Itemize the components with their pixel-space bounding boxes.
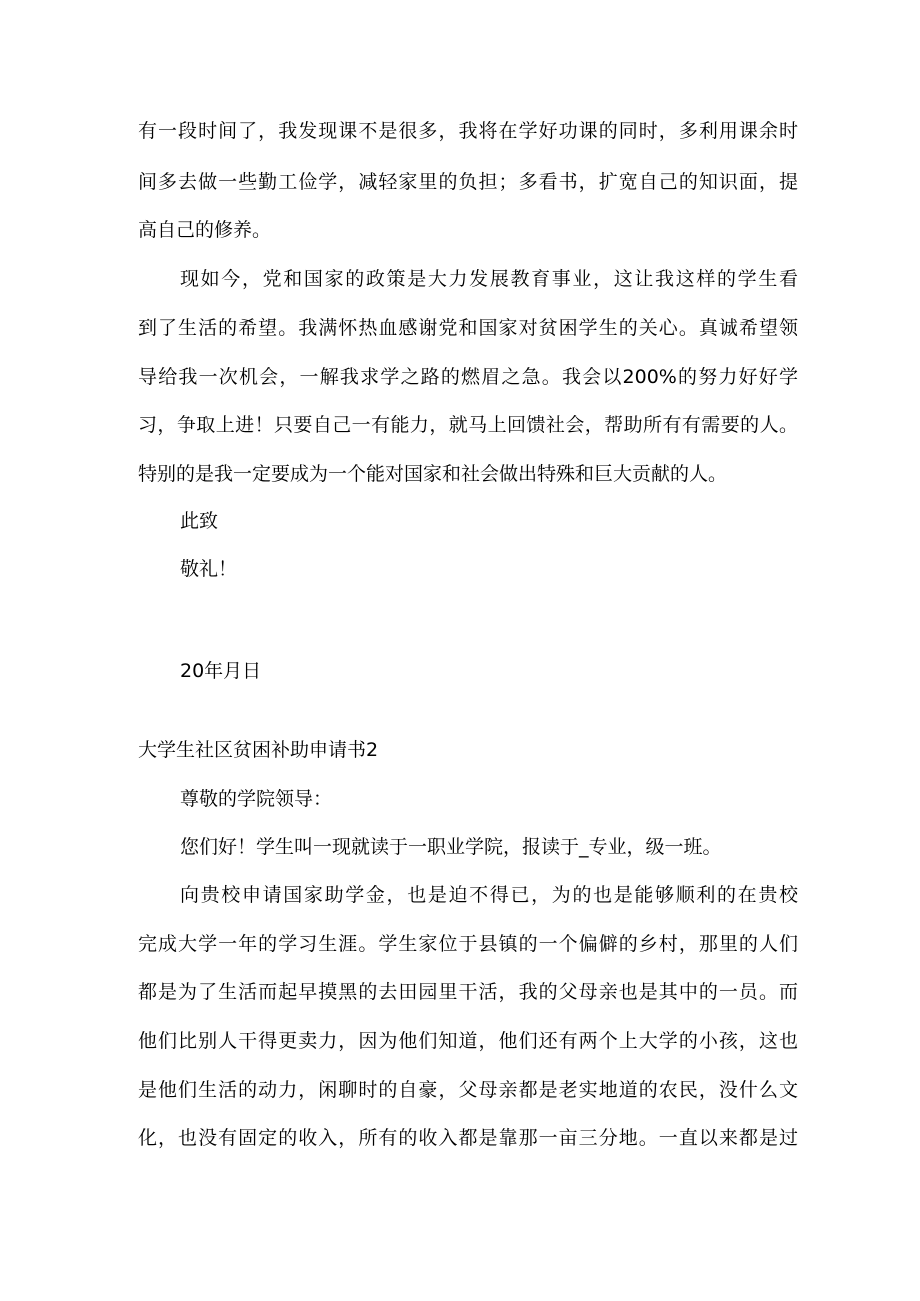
paragraph-line: 化，也没有固定的收入，所有的收入都是靠那一亩三分地。一直以来都是过 bbox=[138, 1127, 798, 1149]
paragraph-line: 高自己的修养。 bbox=[138, 219, 272, 241]
paragraph-line: 都是为了生活而起早摸黑的去田园里干活，我的父母亲也是其中的一员。而 bbox=[138, 981, 798, 1003]
introduction-line: 您们好！学生叫一现就读于一职业学院，报读于_专业，级一班。 bbox=[180, 836, 722, 858]
paragraph-line: 特别的是我一定要成为一个能对国家和社会做出特殊和巨大贡献的人。 bbox=[138, 463, 728, 485]
closing-salutation: 此致 bbox=[180, 510, 219, 532]
paragraph-line: 完成大学一年的学习生涯。学生家位于县镇的一个偏僻的乡村，那里的人们 bbox=[138, 933, 798, 955]
paragraph-line: 导给我一次机会，一解我求学之路的燃眉之急。我会以200%的努力好好学 bbox=[138, 366, 798, 388]
paragraph-line: 是他们生活的动力，闲聊时的自豪，父母亲都是老实地道的农民，没什么文 bbox=[138, 1079, 798, 1101]
paragraph-line: 向贵校申请国家助学金，也是迫不得已，为的也是能够顺利的在贵校 bbox=[180, 884, 798, 906]
paragraph-line: 间多去做一些勤工俭学，减轻家里的负担；多看书，扩宽自己的知识面，提 bbox=[138, 171, 798, 193]
section-title: 大学生社区贫困补助申请书2 bbox=[138, 739, 379, 761]
paragraph-line: 有一段时间了，我发现课不是很多，我将在学好功课的同时，多利用课余时 bbox=[138, 120, 798, 142]
paragraph-line: 现如今，党和国家的政策是大力发展教育事业，这让我这样的学生看 bbox=[180, 268, 798, 290]
greeting-line: 尊敬的学院领导： bbox=[180, 788, 333, 810]
date-line: 20年月日 bbox=[180, 660, 262, 682]
paragraph-line: 他们比别人干得更卖力，因为他们知道，他们还有两个上大学的小孩，这也 bbox=[138, 1030, 798, 1052]
paragraph-line: 习，争取上进！只要自己一有能力，就马上回馈社会，帮助所有有需要的人。 bbox=[138, 414, 798, 436]
paragraph-line: 到了生活的希望。我满怀热血感谢党和国家对贫困学生的关心。真诚希望领 bbox=[138, 317, 798, 339]
closing-respects: 敬礼！ bbox=[180, 558, 238, 580]
